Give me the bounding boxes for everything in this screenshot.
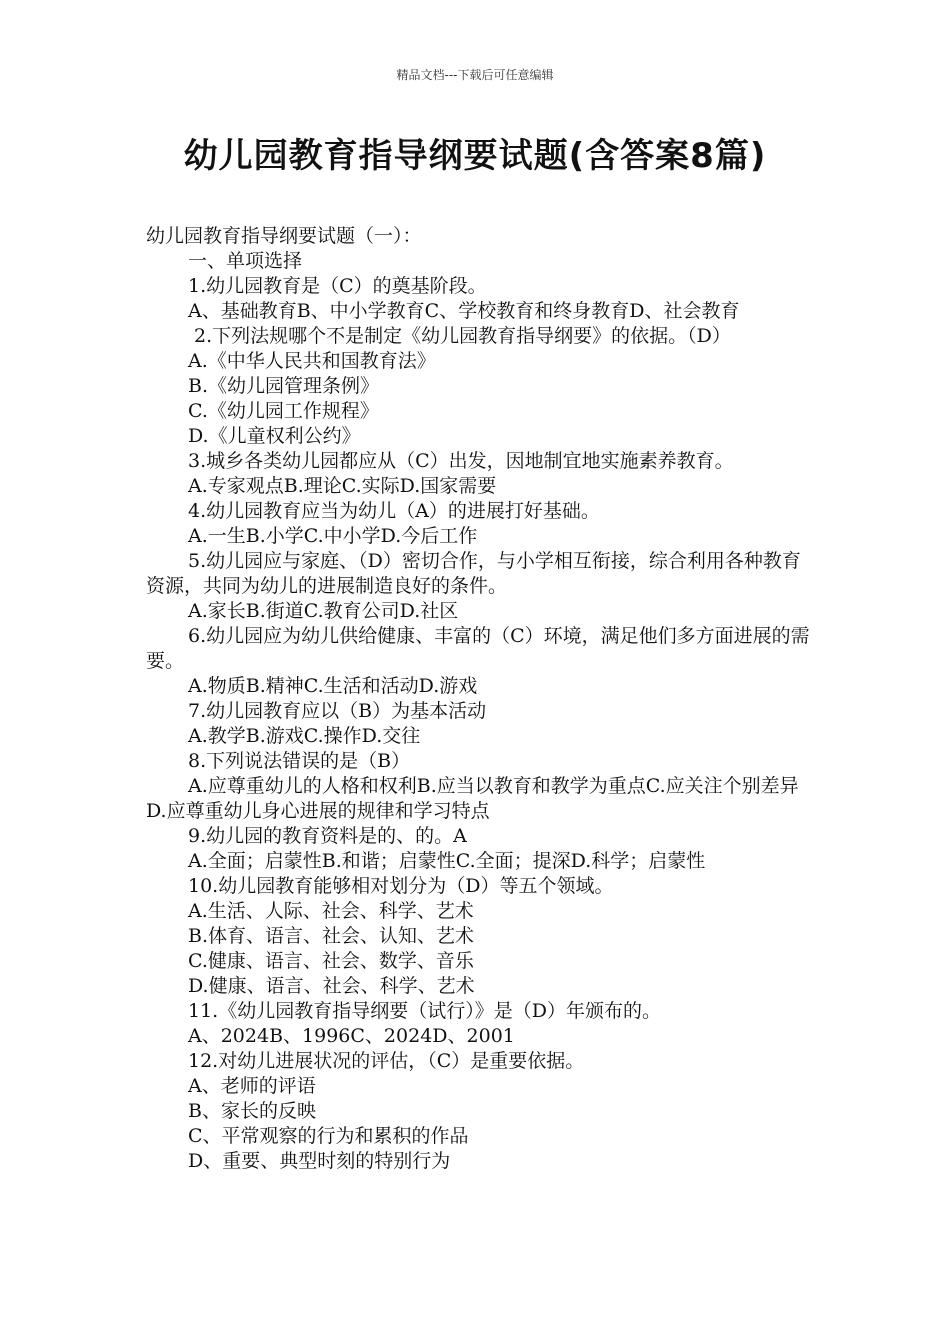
option-2b: B.《幼儿园管理条例》 [188, 375, 380, 397]
option-12b: B、家长的反映 [188, 1100, 316, 1122]
option-2c: C.《幼儿园工作规程》 [188, 400, 379, 422]
options-4: A.一生B.小学C.中小学D.今后工作 [188, 525, 478, 547]
option-10b: B.体育、语言、社会、认知、艺术 [188, 925, 475, 947]
options-5: A.家长B.街道C.教育公司D.社区 [188, 600, 459, 622]
options-6: A.物质B.精神C.生活和活动D.游戏 [188, 675, 478, 697]
option-10c: C.健康、语言、社会、数学、音乐 [188, 950, 474, 972]
question-5: 5.幼儿园应与家庭、（D）密切合作，与小学相互衔接，综合利用各种教育资源，共同为幼儿的进展制造良好的条件。 [146, 550, 801, 597]
option-12a: A、老师的评语 [188, 1075, 316, 1097]
section-heading: 幼儿园教育指导纲要试题（一）： [146, 225, 422, 247]
document-body [146, 224, 814, 1174]
option-12c: C、平常观察的行为和累积的作品 [188, 1125, 469, 1147]
subsection-heading: 一、单项选择 [188, 250, 303, 272]
question-4: 4.幼儿园教育应当为幼儿（A）的进展打好基础。 [188, 500, 600, 522]
options-7: A.教学B.游戏C.操作D.交往 [188, 725, 421, 747]
question-3: 3.城乡各类幼儿园都应从（C）出发，因地制宜地实施素养教育。 [188, 450, 734, 472]
question-9: 9.幼儿园的教育资料是的、的。A [188, 825, 467, 847]
options-8: A.应尊重幼儿的人格和权利B.应当以教育和教学为重点C.应关注个别差异D.应尊重幼儿身心进展的规律和学习特点 [146, 775, 799, 822]
options-9: A.全面；启蒙性B.和谐；启蒙性C.全面；提深D.科学；启蒙性 [188, 850, 706, 872]
question-7: 7.幼儿园教育应以（B）为基本活动 [188, 700, 487, 722]
question-11: 11.《幼儿园教育指导纲要（试行）》是（D）年颁布的。 [188, 1000, 661, 1022]
option-10d: D.健康、语言、社会、科学、艺术 [188, 975, 475, 997]
page-header: 精品文档---下载后可任意编辑 [396, 68, 554, 82]
question-12: 12.对幼儿进展状况的评估，（C）是重要依据。 [188, 1050, 585, 1072]
option-12d: D、重要、典型时刻的特别行为 [188, 1150, 451, 1172]
option-2d: D.《儿童权利公约》 [188, 425, 361, 447]
options-11: A、2024B、1996C、2024D、2001 [188, 1025, 515, 1047]
option-10a: A.生活、人际、社会、科学、艺术 [188, 900, 474, 922]
options-1: A、基础教育B、中小学教育C、学校教育和终身教育D、社会教育 [188, 300, 740, 322]
document-title: 幼儿园教育指导纲要试题(含答案8篇) [183, 136, 767, 176]
question-2: 2.下列法规哪个不是制定《幼儿园教育指导纲要》的依据。（D） [194, 325, 731, 347]
option-2a: A.《中华人民共和国教育法》 [188, 350, 436, 372]
question-10: 10.幼儿园教育能够相对划分为（D）等五个领域。 [188, 875, 614, 897]
options-3: A.专家观点B.理论C.实际D.国家需要 [188, 475, 497, 497]
question-8: 8.下列说法错误的是（B） [188, 750, 411, 772]
question-6: 6.幼儿园应为幼儿供给健康、丰富的（C）环境，满足他们多方面进展的需要。 [146, 625, 810, 672]
question-1: 1.幼儿园教育是（C）的奠基阶段。 [188, 275, 487, 297]
